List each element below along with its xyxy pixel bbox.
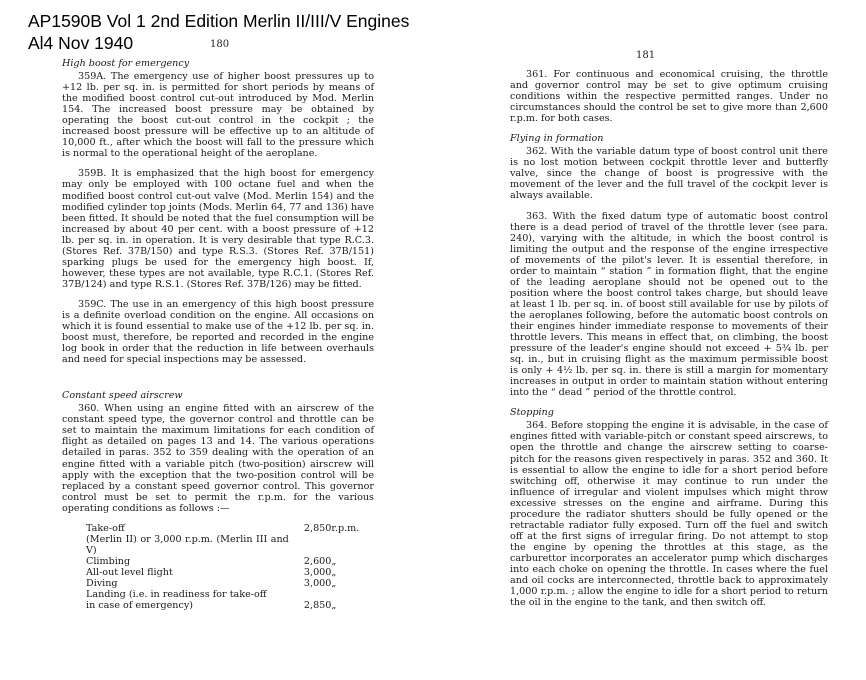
table-row xyxy=(86,589,374,600)
paragraph: 361. For continuous and economical cruising, the throttle and governor control may be set to give optimum cruising conditions within the respective permitted ranges. Under no circumstances should the control be set to give more than 2,600 r.p.m. for both cases. xyxy=(510,69,828,125)
table-cell-value: 2,850 xyxy=(303,600,332,612)
paragraph: 364. Before stopping the engine it is advisable, in the case of engines fitted with variable-pitch or constant speed airscrews, to open the throttle and change the airscrew setting to coarse-pitch for the reasons given respectively in paras. 352 and 360. It is essential to allow the engine to idle for a short period before switching off, otherwise it may continue to run under the influence of irregular and violent impulses which might throw excessive stresses on the engine and airframe. During this procedure the radiator shutters should be fully opened or the retractable radiator fully exposed. Turn off the fuel and switch off at the first signs of irregular firing. Do not attempt to stop the engine by opening the throttles at this stage, as the carburettor incorporates an accelerator pump which discharges into each choke on opening the throttle. In cases where the fuel and oil cocks are interconnected, throttle back to approximately 1,000 r.p.m. ; allow the engine to idle for a short period to return the oil in the engine to the tank, and then switch off. xyxy=(510,420,828,609)
table-cell-name: Climbing xyxy=(86,555,131,567)
table-cell-value: 3,000 xyxy=(303,566,332,578)
table-cell-name: Diving xyxy=(86,577,118,589)
table-cell-name: Take-off xyxy=(86,522,125,534)
table-cell-name: (Merlin II) or 3,000 r.p.m. (Merlin III and V) xyxy=(86,533,289,556)
table-cell-unit: „ xyxy=(331,555,337,567)
paragraph: 363. With the fixed datum type of automatic boost control there is a dead period of travel of the throttle lever (see para. 240), varying with the altitude, in which the boost control is limiting the output and the response of the engine irrespective of movements of the pilot's lever. It is essential therefore, in order to maintain “ station ” in formation flight, that the engine of the leading aeroplane should not be opened out to the position where the boost control takes charge, but should leave at least 1 lb. per sq. in. of boost still available for use by pilots of the aeroplanes following, before the automatic boost controls on their engines hinder immediate response to movements of their throttle levers. This means in effect that, on climbing, the boost pressure of the leader's engine should not exceed + 5¾ lb. per sq. in., but in cruising flight as the maximum permissible boost is only + 4½ lb. per sq. in. there is still a margin for momentary increases in output in order to maintain station without entering into the “ dead ” period of the throttle control. xyxy=(510,210,828,399)
section-heading: High boost for emergency xyxy=(62,58,190,69)
table-cell-value: 2,600 xyxy=(303,555,332,567)
table-cell-name: Landing (i.e. in readiness for take-off xyxy=(86,589,267,601)
section-heading: Flying in formation xyxy=(510,133,604,145)
document-title: AP1590B Vol 1 2nd Edition Merlin II/III/V Engines xyxy=(28,11,410,31)
paragraph-359c: 359C. The use in an emergency of this high boost pressure is a definite overload condition on the engine. All occasions on which it is found essential to make use of the +12 lb. per sq. in. boost must, therefore, be reported and recorded in the engine log book in order that the reduction in life between overhauls and need for special inspections may be assessed. xyxy=(62,298,374,366)
paragraph-359a: 359A. The emergency use of higher boost pressures up to +12 lb. per sq. in. is permitted for short periods by means of the modified boost control cut-out introduced by Mod. Merlin 154. The increased boost pressure may be obtained by operating the boost cut-out control in the cockpit ; the increased boost pressure will be effective up to an altitude of 10,000 ft., after which the boost will fall to the pressure which is normal to the operational height of the aeroplane. xyxy=(62,71,374,160)
table-row xyxy=(86,556,374,567)
paragraph: 362. With the variable datum type of boost control unit there is no lost motion between cockpit throttle lever and butterfly valve, since the change of boost is progressive with the movement of the lever and the full travel of the cockpit lever is always available. xyxy=(510,146,828,202)
table-row xyxy=(86,578,374,589)
table-cell-unit xyxy=(331,534,374,556)
table-cell-value: 2,850 xyxy=(303,522,332,534)
table-cell-unit xyxy=(331,589,374,600)
table-cell-name: All-out level flight xyxy=(86,566,173,578)
document-subtitle: Al4 Nov 1940 xyxy=(28,33,134,53)
table-cell-value: 3,000 xyxy=(303,577,332,589)
right-page-column xyxy=(510,69,828,617)
table-row xyxy=(86,523,374,534)
table-row xyxy=(86,567,374,578)
page-number-right: 181 xyxy=(636,50,656,61)
table-cell-name: in case of emergency) xyxy=(86,600,193,612)
table-row xyxy=(86,534,374,556)
table-cell-value xyxy=(289,589,332,600)
page-number-left: 180 xyxy=(210,39,230,50)
table-cell-unit: r.p.m. xyxy=(331,522,360,534)
section-heading: Stopping xyxy=(510,407,554,419)
table-cell-unit: „ xyxy=(331,577,337,589)
left-page-column xyxy=(62,58,374,611)
table-cell-value xyxy=(289,534,332,556)
paragraph-360: 360. When using an engine fitted with an airscrew of the constant speed type, the governor control and throttle can be set to maintain the maximum limitations for each condition of flight as detailed on pages 13 and 14. The various operations detailed in paras. 352 to 359 dealing with the operation of an engine fitted with a variable pitch (two-position) airscrew will apply with the exception that the two-position control will be replaced by a constant speed governor control. This governor control must be set to permit the r.p.m. for the various operating conditions as follows :— xyxy=(62,403,374,514)
table-cell-unit: „ xyxy=(331,566,337,578)
section-heading: Constant speed airscrew xyxy=(62,390,183,402)
table-row xyxy=(86,600,374,611)
table-cell-unit: „ xyxy=(331,600,337,612)
rpm-settings-table xyxy=(86,523,374,611)
paragraph-359b: 359B. It is emphasized that the high boost for emergency may only be employed with 100 octane fuel and when the modified boost control cut-out valve (Mod. Merlin 154) and the modified cylinder top joints (Mods. Merlin 64, 77 and 136) have been fitted. It should be noted that the fuel consumption will be increased by about 40 per cent. with a boost pressure of +12 lb. per sq. in. in operation. It is very desirable that type R.C.3. (Stores Ref. 37B/150) and type R.S.3. (Stores Ref. 37B/151) sparking plugs be used for the emergency high boost. If, however, these types are not available, type R.C.1. (Stores Ref. 37B/124) and type R.S.1. (Stores Ref. 37B/126) may be fitted. xyxy=(62,168,374,290)
